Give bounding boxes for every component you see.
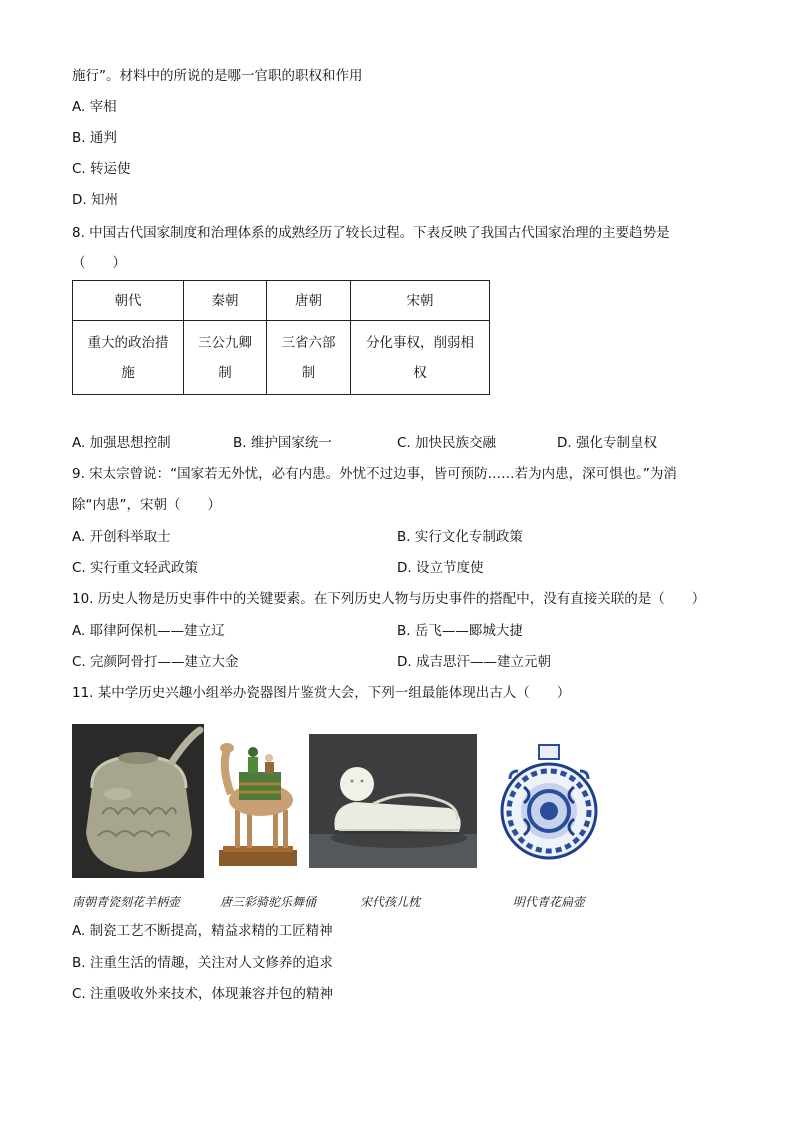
q8-table-cell: 三省六部 制 <box>267 321 351 395</box>
q7-option-d[interactable]: D. 知州 <box>72 192 118 208</box>
q9-option-c[interactable]: C. 实行重文轻武政策 <box>72 560 199 576</box>
q8-answer-paren: （ ） <box>72 255 126 271</box>
q7-option-a[interactable]: A. 宰相 <box>72 99 117 115</box>
q9-stem-line1: 9. 宋太宗曾说：“国家若无外忧，必有内患。外忧不过边事，皆可预防……若为内患，深可惧也。”为消 <box>72 466 677 482</box>
q8-option-c[interactable]: C. 加快民族交融 <box>397 435 497 451</box>
q11-stem: 11. 某中学历史兴趣小组举办瓷器图片鉴赏大会，下列一组最能体现出古人（ ） <box>72 685 571 701</box>
q10-option-b[interactable]: B. 岳飞——郾城大捷 <box>397 623 523 639</box>
q11-caption-camel: 唐三彩骑驼乐舞俑 <box>220 895 317 909</box>
q11-option-b[interactable]: B. 注重生活的情趣，关注对人文修养的追求 <box>72 955 333 971</box>
q11-caption-pillow: 宋代孩儿枕 <box>360 895 421 909</box>
q7-option-c[interactable]: C. 转运使 <box>72 161 131 177</box>
q8-option-a[interactable]: A. 加强思想控制 <box>72 435 171 451</box>
q9-option-b[interactable]: B. 实行文化专制政策 <box>397 529 523 545</box>
q8-table-cell: 分化事权，削弱相 权 <box>351 321 490 395</box>
q10-option-d[interactable]: D. 成吉思汗——建立元朝 <box>397 654 551 670</box>
q8-option-b[interactable]: B. 维护国家统一 <box>233 435 332 451</box>
q9-option-d[interactable]: D. 设立节度使 <box>397 560 484 576</box>
q10-option-c[interactable]: C. 完颜阿骨打——建立大金 <box>72 654 239 670</box>
q8-table-row <box>73 321 490 395</box>
q8-table <box>72 280 490 395</box>
q11-caption-flask: 明代青花扁壶 <box>513 895 586 909</box>
q8-table-cell: 三公九卿 制 <box>184 321 267 395</box>
tang-sancai-camel-image <box>213 728 303 870</box>
q10-stem: 10. 历史人物是历史事件中的关键要素。在下列历史人物与历史事件的搭配中，没有直接关联的是（ ） <box>72 591 706 607</box>
q8-table-cell: 重大的政治措 施 <box>73 321 184 395</box>
song-child-pillow-image <box>309 734 477 868</box>
q8-table-header-row <box>73 281 490 321</box>
q8-table-header: 秦朝 <box>184 281 267 321</box>
q9-option-a[interactable]: A. 开创科举取士 <box>72 529 171 545</box>
q7-stem-tail: 施行”。材料中的所说的是哪一官职的职权和作用 <box>72 68 363 84</box>
ming-blue-white-flask-image <box>494 741 604 869</box>
q10-option-a[interactable]: A. 耶律阿保机——建立辽 <box>72 623 225 639</box>
q7-option-b[interactable]: B. 通判 <box>72 130 117 146</box>
q8-table-header: 唐朝 <box>267 281 351 321</box>
q9-stem-line2: 除“内患”，宋朝（ ） <box>72 497 221 513</box>
celadon-ewer-image <box>72 724 204 878</box>
q11-option-c[interactable]: C. 注重吸收外来技术，体现兼容并包的精神 <box>72 986 334 1002</box>
q8-stem: 8. 中国古代国家制度和治理体系的成熟经历了较长过程。下表反映了我国古代国家治理的主要趋势是 <box>72 225 670 241</box>
q8-option-d[interactable]: D. 强化专制皇权 <box>557 435 657 451</box>
q8-table-header: 朝代 <box>73 281 184 321</box>
q11-caption-ewer: 南朝青瓷刻花羊柄壶 <box>72 895 181 909</box>
q11-option-a[interactable]: A. 制瓷工艺不断提高，精益求精的工匠精神 <box>72 923 333 939</box>
q8-table-header: 宋朝 <box>351 281 490 321</box>
